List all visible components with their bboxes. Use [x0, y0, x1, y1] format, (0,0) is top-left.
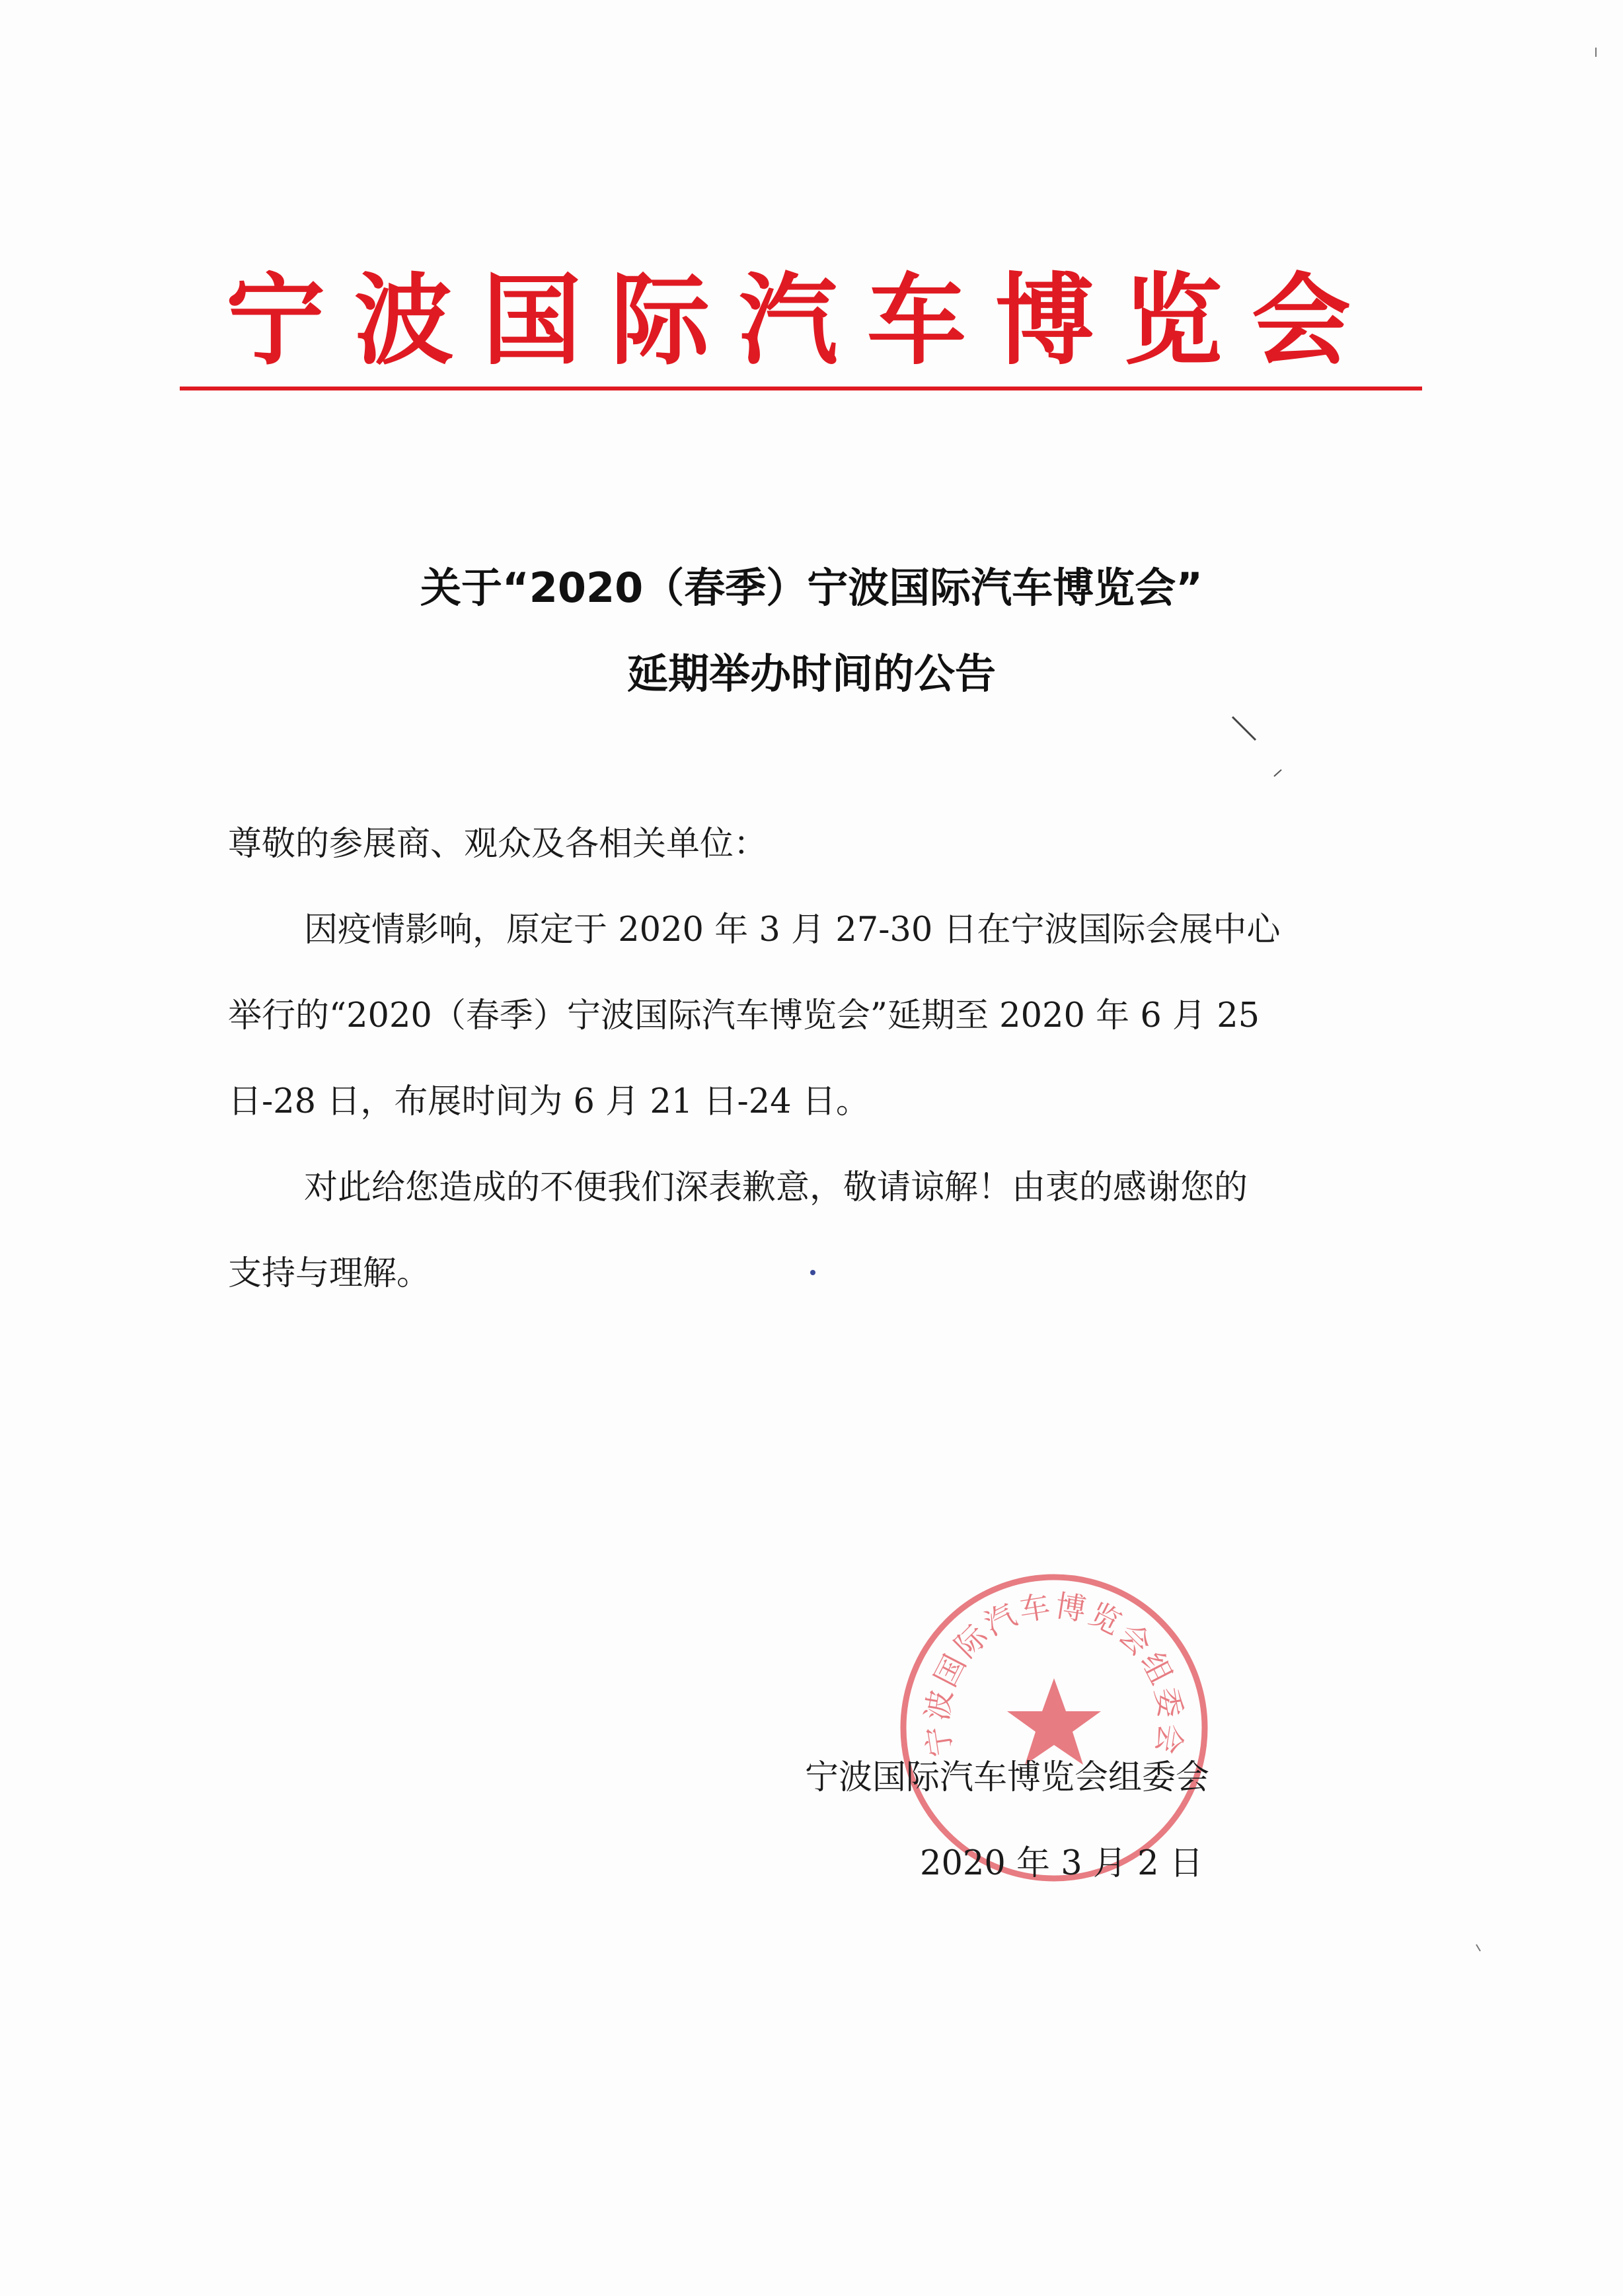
letterhead-title: 宁波国际汽车博览会: [225, 262, 1380, 379]
paragraph-2-line-2: 支持与理解。: [228, 1254, 431, 1293]
paragraph-2-line-1: 对此给您造成的不便我们深表歉意，敬请谅解！由衷的感谢您的: [304, 1168, 1248, 1207]
paragraph-1-line-2: 举行的“2020（春季）宁波国际汽车博览会”延期至 2020 年 6 月 25: [228, 996, 1260, 1035]
seal-text: 宁波国际汽车博览会组委会: [919, 1587, 1189, 1759]
signature-date: 2020 年 3 月 2 日: [920, 1844, 1203, 1883]
scan-mark: [1474, 1943, 1484, 1953]
announcement-title-line-1: 关于“2020（春季）宁波国际汽车博览会”: [420, 564, 1203, 612]
announcement-title-line-2: 延期举办时间的公告: [626, 649, 996, 698]
letterhead-red-rule: [180, 387, 1422, 390]
scan-mark: [1589, 46, 1603, 59]
signature-organization: 宁波国际汽车博览会组委会: [805, 1758, 1210, 1797]
scan-mark: [808, 1267, 818, 1278]
paragraph-1-line-1: 因疫情影响，原定于 2020 年 3 月 27-30 日在宁波国际会展中心: [304, 910, 1281, 949]
salutation: 尊敬的参展商、观众及各相关单位：: [228, 825, 768, 864]
scan-mark: [1272, 766, 1285, 780]
paragraph-1-line-3: 日-28 日，布展时间为 6 月 21 日-24 日。: [228, 1082, 870, 1121]
scan-mark: [1229, 714, 1269, 753]
